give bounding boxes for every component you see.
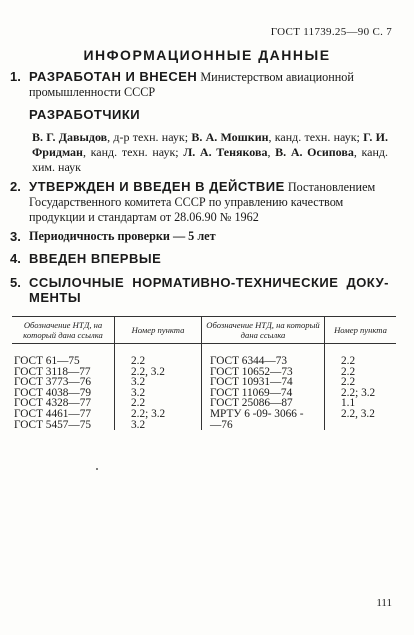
table-row <box>12 344 396 367</box>
developers-list <box>32 130 388 175</box>
ntd-designation: ГОСТ 4461—77 <box>12 409 115 420</box>
section-1 <box>10 69 391 100</box>
section-heading: ВВЕДЕН ВПЕРВЫЕ <box>29 251 162 266</box>
clause-number: 2.2, 3.2 <box>115 367 202 378</box>
ntd-designation: ГОСТ 11069—74 <box>202 388 325 399</box>
ntd-designation: ГОСТ 6344—73 <box>202 344 325 367</box>
ntd-designation: ГОСТ 3773—76 <box>12 377 115 388</box>
section-heading-continued: МЕНТЫ <box>29 290 82 305</box>
reference-table <box>12 316 396 430</box>
ntd-designation: ГОСТ 10652—73 <box>202 367 325 378</box>
section-number: 3. <box>10 229 21 244</box>
section-number: 1. <box>10 69 21 84</box>
clause-number: 1.1 <box>341 397 356 410</box>
developer-degree: , д-р техн. наук; <box>107 130 192 144</box>
developer-degree: , канд. техн. наук; <box>82 145 184 159</box>
column-header: Обозначение НТД, на который дана ссылка <box>202 317 325 344</box>
clause-number: 2.2; 3.2 <box>115 409 202 420</box>
column-header: Обозначение НТД, на который дана ссылка <box>12 317 115 344</box>
section-number: 4. <box>10 251 21 266</box>
section-3 <box>10 229 216 244</box>
page-header-standard: ГОСТ 11739.25—90 С. 7 <box>270 26 392 38</box>
section-text: Постановлением Государственного комитета СССР по управлению качеством продукции и стандартам от 28.06.90 № 1962 <box>29 180 376 224</box>
section-5 <box>10 275 389 305</box>
ntd-designation: ГОСТ 10931—74 <box>202 377 325 388</box>
developer-name: Л. А. Тенякова <box>183 145 268 159</box>
heading-word: ССЫЛОЧНЫЕ <box>29 275 125 290</box>
section-number: 5. <box>10 275 21 290</box>
ntd-designation: ГОСТ 61—75 <box>12 344 115 367</box>
clause-number: 2.2, 3.2 <box>341 407 375 420</box>
developer-degree: , <box>267 145 276 159</box>
section-heading: РАЗРАБОТАН И ВНЕСЕН <box>29 69 198 84</box>
section-text: Министерством авиационной промышленности СССР <box>29 70 354 99</box>
clause-number: 2.2 <box>341 376 356 389</box>
table-body <box>12 344 396 431</box>
clause-number: 3.2 <box>115 377 202 388</box>
ink-speck <box>96 468 98 470</box>
page-title: ИНФОРМАЦИОННЫЕ ДАННЫЕ <box>83 47 331 63</box>
table-header-row <box>12 317 396 344</box>
developer-name: В. Г. Давыдов <box>32 130 108 144</box>
table-row <box>12 420 396 431</box>
clause-number: 2.2; 3.2 <box>341 386 376 399</box>
clause-number <box>325 420 397 431</box>
page-number: 111 <box>376 597 392 609</box>
developer-name: В. А. Мошкин <box>191 130 269 144</box>
section-heading: УТВЕРЖДЕН И ВВЕДЕН В ДЕЙСТВИЕ <box>29 179 285 194</box>
ntd-designation: ГОСТ 3118—77 <box>12 367 115 378</box>
clause-number: 2.2 <box>115 398 202 409</box>
section-number: 2. <box>10 179 21 194</box>
developer-name: Г. И. Фридман <box>32 130 388 159</box>
ntd-designation: ГОСТ 5457—75 <box>12 420 115 431</box>
heading-word: НОРМАТИВНО-ТЕХНИЧЕСКИЕ <box>132 275 339 290</box>
section-4 <box>10 251 162 267</box>
column-header: Номер пункта <box>115 317 202 344</box>
table-row <box>12 409 396 420</box>
heading-word: ДОКУ- <box>346 275 389 290</box>
clause-number: 2.2 <box>341 355 356 367</box>
developers-heading: РАЗРАБОТЧИКИ <box>29 107 141 122</box>
developer-degree: , канд. хим. наук <box>32 145 389 174</box>
developer-name: В. А. Осипова <box>275 145 354 159</box>
section-heading <box>29 275 389 290</box>
section-2 <box>10 179 391 225</box>
clause-number: 3.2 <box>115 388 202 399</box>
ntd-designation: —76 <box>202 420 325 431</box>
section-text: Периодичность проверки — 5 лет <box>29 229 216 243</box>
ntd-designation: ГОСТ 25086—87 <box>202 398 325 409</box>
ntd-designation: ГОСТ 4328—77 <box>12 398 115 409</box>
developer-degree: , канд. техн. наук; <box>268 130 364 144</box>
ntd-designation: МРТУ 6 -09- 3066 - <box>202 409 325 420</box>
clause-number: 3.2 <box>115 420 202 431</box>
clause-number: 2.2 <box>115 344 202 367</box>
column-header: Номер пункта <box>325 317 397 344</box>
ntd-designation: ГОСТ 4038—79 <box>12 388 115 399</box>
clause-number: 2.2 <box>341 365 356 378</box>
